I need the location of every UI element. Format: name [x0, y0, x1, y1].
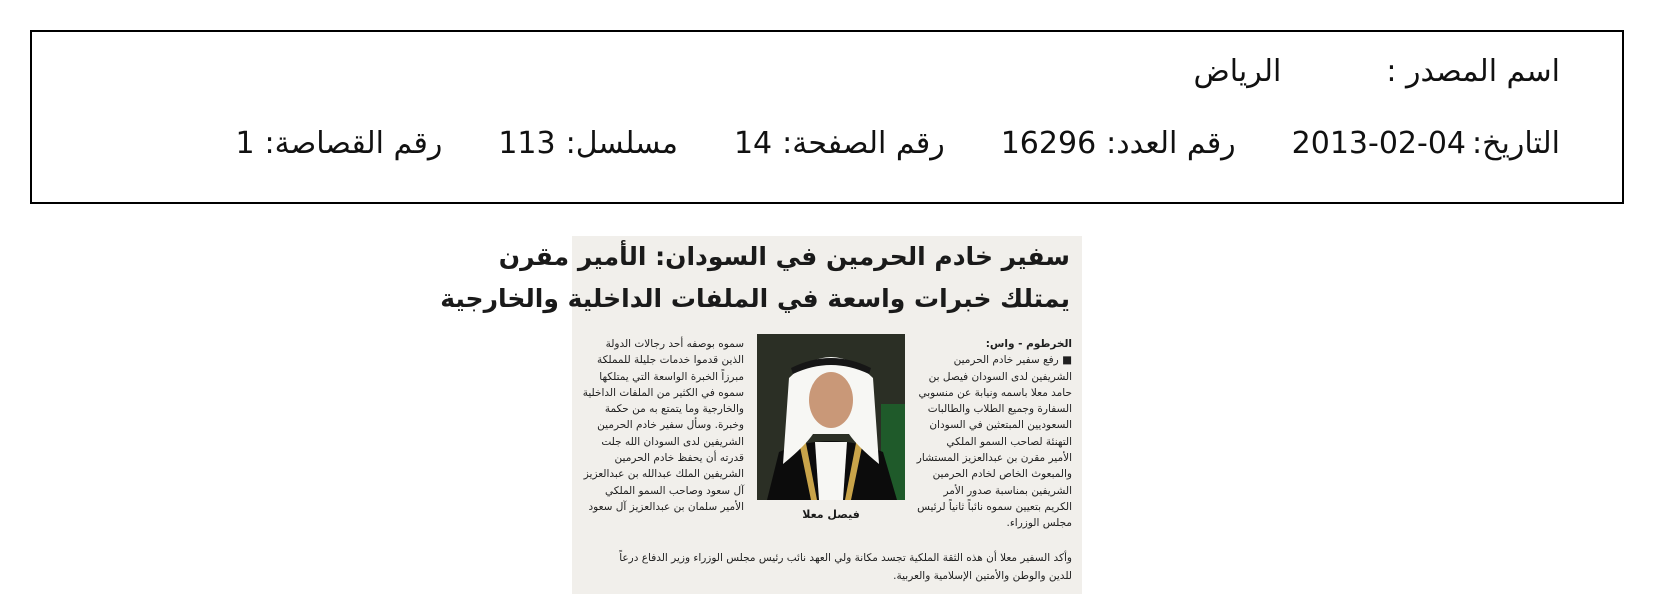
article-line: والمبعوث الخاص لخادم الحرمين [932, 468, 1072, 481]
portrait-illustration [757, 334, 905, 500]
article-line: حامد معلا باسمه ونيابة عن منسوبي [918, 386, 1072, 399]
article-line: مجلس الوزراء. [1006, 517, 1072, 530]
date-value: 2013-02-04 [1291, 126, 1467, 161]
issue-label: رقم العدد: [1106, 126, 1236, 161]
article-bottom-line-1: وأكد السفير معلا أن هذه الثقة الملكية تجسد مكانة ولي العهد نائب رئيس مجلس الوزراء وزير الدفاع درعاً [619, 552, 1072, 564]
article-right-column [916, 336, 1072, 532]
source-row [92, 54, 1560, 89]
article-line: آل سعود وصاحب السمو الملكي [604, 484, 744, 497]
article-line: التهنئة لصاحب السمو الملكي [946, 435, 1072, 448]
article-line: الشريفين لدى السودان الله جلت [601, 435, 744, 448]
article-bottom-line-2: للدين والوطن والأمتين الإسلامية والعربية. [893, 570, 1072, 582]
source-value: الرياض [1193, 54, 1282, 89]
article-line: ■ رفع سفير خادم الحرمين [953, 354, 1072, 367]
article-line: وخبرة. وسأل سفير خادم الحرمين [597, 419, 744, 432]
face [809, 372, 853, 428]
clip-label: رقم القصاصة: [264, 126, 443, 161]
page-value: 14 [733, 126, 773, 161]
clip-value: 1 [235, 126, 255, 161]
dateline: الخرطوم - واس: [985, 338, 1072, 350]
source-label: اسم المصدر : [1386, 54, 1560, 89]
portrait-photo [757, 334, 905, 500]
photo-caption: فيصل معلا [802, 508, 860, 521]
article-line: السفارة وجميع الطلاب والطالبات [927, 403, 1072, 416]
thobe [815, 442, 847, 500]
article-line: سموه بوصفه أحد رجالات الدولة [605, 338, 744, 350]
article-line: الشريفين لدى السودان فيصل بن [928, 370, 1072, 383]
date-label: التاريخ: [1472, 126, 1560, 161]
article-line: الكريم بتعيين سموه نائباً ثانياً لرئيس [917, 500, 1072, 513]
article-line: الأمير سلمان بن عبدالعزيز آل سعود [588, 500, 744, 513]
headline-line-2: يمتلك خبرات واسعة في الملفات الداخلية والخارجية [440, 284, 1070, 313]
serial-label: مسلسل: [565, 126, 678, 161]
article-line: قدرته أن يحفظ خادم الحرمين [614, 452, 744, 465]
metadata-box [30, 30, 1624, 204]
article-left-column [582, 336, 744, 515]
headline-line-1: سفير خادم الحرمين في السودان: الأمير مقرن [498, 242, 1070, 271]
issue-value: 16296 [1000, 126, 1097, 161]
article-line: الشريفين الملك عبدالله بن عبدالعزيز [583, 468, 744, 481]
article-line: والخارجية وما يتمتع به من حكمة [604, 403, 744, 416]
article-line: مبرزاً الخبرة الواسعة التي يمتلكها [599, 370, 744, 383]
newspaper-clipping [440, 236, 1082, 594]
article-line: السعوديين المبتعثين في السودان [929, 419, 1072, 432]
article-line: الشريفين بمناسبة صدور الأمر [943, 484, 1072, 497]
serial-value: 113 [498, 126, 556, 161]
article-line: الأمير مقرن بن عبدالعزيز المستشار [916, 452, 1072, 465]
details-row [92, 126, 1560, 161]
page-label: رقم الصفحة: [782, 126, 945, 161]
article-line: الذين قدموا خدمات جليلة للمملكة [596, 354, 744, 367]
article-line: سموه في الكثير من الملفات الداخلية [582, 386, 744, 399]
